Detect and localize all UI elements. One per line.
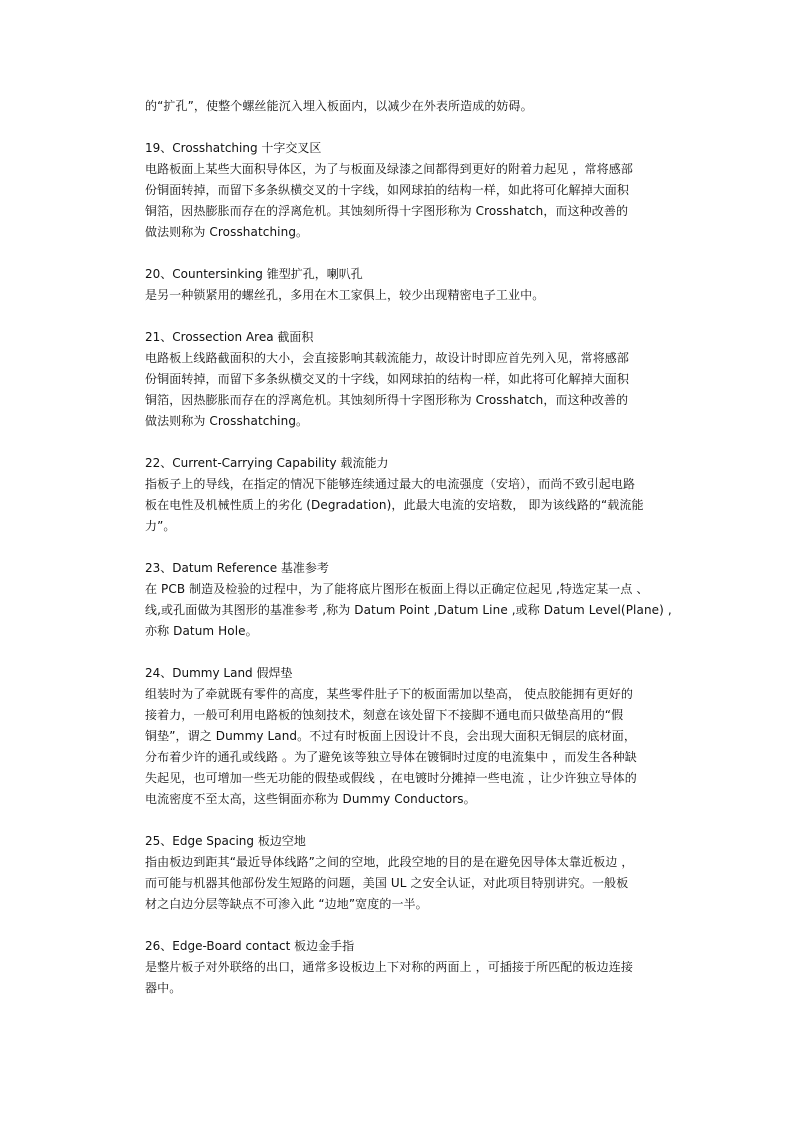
paragraph-gap	[145, 642, 685, 663]
entry-24-line: 接着力，一般可利用电路板的蚀刻技术，刻意在该处留下不接脚不通电而只做垫高用的“假	[145, 708, 624, 722]
entry-19-line: 做法则称为 Crosshatching。	[145, 225, 309, 239]
entry-26-line: 是整片板子对外联络的出口，通常多设板边上下对称的两面上 ，可插接于所匹配的板边连接	[145, 960, 633, 974]
paragraph-gap	[145, 810, 685, 831]
entry-21-line: 铜箔，因热膨胀而存在的浮离危机。其蚀刻所得十字图形称为 Crosshatch，而这种改善的	[145, 393, 629, 407]
entry-22-line: 力”。	[145, 519, 176, 533]
entry-21-line: 电路板上线路截面积的大小，会直接影响其载流能力，故设计时即应首先列入见，常将感部	[145, 351, 630, 365]
entry-19-title: 19、Crosshatching 十字交叉区	[145, 141, 322, 155]
entry-20-title: 20、Countersinking 锥型扩孔，喇叭孔	[145, 267, 363, 281]
document-page	[145, 96, 685, 999]
entry-23-line: 亦称 Datum Hole。	[145, 624, 258, 638]
entry-23-line: 在 PCB 制造及检验的过程中，为了能将底片图形在板面上得以正确定位起见 ,特选定某一点 、	[145, 582, 649, 596]
entry-21-title: 21、Crossection Area 截面积	[145, 330, 314, 344]
entry-24-title: 24、Dummy Land 假焊垫	[145, 666, 293, 680]
entry-20-line: 是另一种锁紧用的螺丝孔，多用在木工家俱上，较少出现精密电子工业中。	[145, 288, 545, 302]
entry-21-line: 做法则称为 Crosshatching。	[145, 414, 309, 428]
entry-25-line: 指由板边到距其“最近导体线路”之间的空地，此段空地的目的是在避免因导体太靠近板边 ，	[145, 855, 634, 869]
paragraph-gap	[145, 243, 685, 264]
paragraph-gap	[145, 306, 685, 327]
entry-21-line: 份铜面转掉，而留下多条纵横交叉的十字线，如网球拍的结构一样，如此将可化解掉大面积	[145, 372, 630, 386]
entry-26-line: 器中。	[145, 981, 182, 995]
entry-24-line: 铜垫”，谓之 Dummy Land。不过有时板面上因设计不良，会出现大面积无铜层的底材面，	[145, 729, 636, 743]
entry-25-line: 材之白边分层等缺点不可渗入此 “边地”宽度的一半。	[145, 897, 428, 911]
entry-22-line: 指板子上的导线，在指定的情况下能够连续通过最大的电流强度（安培），而尚不致引起电路	[145, 477, 636, 491]
entry-22-title: 22、Current-Carrying Capability 载流能力	[145, 456, 389, 470]
entry-19-line: 铜箔，因热膨胀而存在的浮离危机。其蚀刻所得十字图形称为 Crosshatch，而这种改善的	[145, 204, 629, 218]
paragraph-gap	[145, 117, 685, 138]
paragraph-gap	[145, 915, 685, 936]
entry-22-line: 板在电性及机械性质上的劣化 (Degradation)，此最大电流的安培数， 即为该线路的“载流能	[145, 498, 644, 512]
entry-25-line: 而可能与机器其他部份发生短路的问题，美国 UL 之安全认证，对此项目特别讲究。一般板	[145, 876, 629, 890]
entry-26-title: 26、Edge-Board contact 板边金手指	[145, 939, 355, 953]
entry-24-line: 失起见，也可增加一些无功能的假垫或假线 ，在电镀时分摊掉一些电流 ，让少许独立导体的	[145, 771, 637, 785]
entry-24-line: 组装时为了牵就既有零件的高度，某些零件肚子下的板面需加以垫高， 使点胶能拥有更好的	[145, 687, 633, 701]
paragraph-gap	[145, 432, 685, 453]
paragraph-gap	[145, 537, 685, 558]
entry-19-line: 电路板面上某些大面积导体区，为了与板面及绿漆之间都得到更好的附着力起见 ，常将感部	[145, 162, 633, 176]
entry-24-line: 分布着少许的通孔或线路 。为了避免该等独立导体在镀铜时过度的电流集中 ，而发生各种缺	[145, 750, 637, 764]
entry-23-title: 23、Datum Reference 基准参考	[145, 561, 329, 575]
intro-line: 的“扩孔”，使整个螺丝能沉入埋入板面内，以减少在外表所造成的妨碍。	[145, 99, 533, 113]
entry-19-line: 份铜面转掉，而留下多条纵横交叉的十字线，如网球拍的结构一样，如此将可化解掉大面积	[145, 183, 630, 197]
entry-25-title: 25、Edge Spacing 板边空地	[145, 834, 306, 848]
entry-24-line: 电流密度不至太高，这些铜面亦称为 Dummy Conductors。	[145, 792, 476, 806]
entry-23-line: 线,或孔面做为其图形的基准参考 ,称为 Datum Point ,Datum Line ,或称 Datum Level(Plane) ,	[145, 603, 672, 617]
